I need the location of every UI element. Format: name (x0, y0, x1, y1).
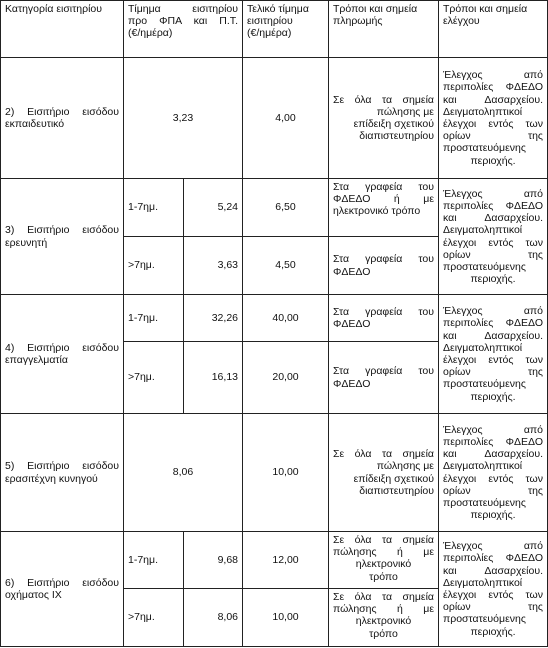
price-final-cell: 10,00 (243, 589, 329, 647)
price-excl-cell: 3,63 (184, 237, 243, 295)
price-excl-cell: 5,24 (184, 179, 243, 237)
header-control: Τρόποι και σημεία ελέγχου (439, 1, 548, 58)
table-row (1, 414, 548, 532)
price-final-cell: 40,00 (243, 295, 329, 342)
period-cell: >7ημ. (124, 342, 184, 414)
payment-cell: Σε όλα τα σημεία πώλησης με επίδειξη σχετικού διαπιστευτηρίου (329, 414, 439, 532)
control-cell: Έλεγχος από περιπολίες ΦΔΕΔΟ και Δασαρχείου. Δειγματοληπτικοί έλεγχοι εντός των ορίων της προστατευόμενης περιοχής. (439, 179, 548, 295)
payment-cell: Στα γραφεία του ΦΔΕΔΟ (329, 295, 439, 342)
header-price-final: Τελικό τίμημα εισιτηρίου (€/ημέρα) (243, 1, 329, 58)
price-final-cell: 12,00 (243, 532, 329, 589)
category-cell: 6) Εισιτήριο εισόδου οχήματος ΙΧ (1, 532, 124, 647)
category-cell: 5) Εισιτήριο εισόδου ερασιτέχνη κυνηγού (1, 414, 124, 532)
price-final-cell: 20,00 (243, 342, 329, 414)
header-category: Κατηγορία εισιτηρίου (1, 1, 124, 58)
header-payment: Τρόποι και σημεία πληρωμής (329, 1, 439, 58)
price-excl-cell: 8,06 (184, 589, 243, 647)
payment-cell: Σε όλα τα σημεία πώλησης ή με ηλεκτρονικό τρόπο (329, 589, 439, 647)
payment-cell: Στα γραφεία του ΦΔΕΔΟ (329, 237, 439, 295)
price-final-cell: 4,00 (243, 58, 329, 179)
price-excl-cell: 16,13 (184, 342, 243, 414)
price-final-cell: 10,00 (243, 414, 329, 532)
period-cell: 1-7ημ. (124, 295, 184, 342)
category-cell: 3) Εισιτήριο εισόδου ερευνητή (1, 179, 124, 295)
control-cell: Έλεγχος από περιπολίες ΦΔΕΔΟ και Δασαρχείου. Δειγματοληπτικοί έλεγχοι εντός των ορίων της προστατευόμενης περιοχής. (439, 295, 548, 414)
control-cell: Έλεγχος από περιπολίες ΦΔΕΔΟ και Δασαρχείου. Δειγματοληπτικοί έλεγχοι εντός των ορίων της προστατευόμενης περιοχής. (439, 532, 548, 647)
price-excl-cell: 32,26 (184, 295, 243, 342)
price-excl-cell: 3,23 (124, 58, 243, 179)
payment-cell: Σε όλα τα σημεία πώλησης ή με ηλεκτρονικό τρόπο (329, 532, 439, 589)
header-row (1, 1, 548, 58)
price-excl-cell: 9,68 (184, 532, 243, 589)
period-cell: 1-7ημ. (124, 179, 184, 237)
period-cell: >7ημ. (124, 589, 184, 647)
table-row (1, 179, 548, 237)
table-row (1, 532, 548, 589)
header-price-excl: Τίμημα εισιτηρίου προ ΦΠΑ και Π.Τ. (€/ημέρα) (124, 1, 243, 58)
price-final-cell: 6,50 (243, 179, 329, 237)
control-cell: Έλεγχος από περιπολίες ΦΔΕΔΟ και Δασαρχείου. Δειγματοληπτικοί έλεγχοι εντός των ορίων της προστατευόμενης περιοχής. (439, 58, 548, 179)
payment-cell: Σε όλα τα σημεία πώλησης με επίδειξη σχετικού διαπιστευτηρίου (329, 58, 439, 179)
table-row (1, 295, 548, 342)
period-cell: >7ημ. (124, 237, 184, 295)
category-cell: 2) Εισιτήριο εισόδου εκπαιδευτικό (1, 58, 124, 179)
payment-cell: Στα γραφεία του ΦΔΕΔΟ ή με ηλεκτρονικό τρόπο (329, 179, 439, 237)
control-cell: Έλεγχος από περιπολίες ΦΔΕΔΟ και Δασαρχείου. Δειγματοληπτικοί έλεγχοι εντός των ορίων της προστατευόμενης περιοχής. (439, 414, 548, 532)
price-final-cell: 4,50 (243, 237, 329, 295)
period-cell: 1-7ημ. (124, 532, 184, 589)
category-cell: 4) Εισιτήριο εισόδου επαγγελματία (1, 295, 124, 414)
price-excl-cell: 8,06 (124, 414, 243, 532)
payment-cell: Στα γραφεία του ΦΔΕΔΟ (329, 342, 439, 414)
table-row (1, 58, 548, 179)
